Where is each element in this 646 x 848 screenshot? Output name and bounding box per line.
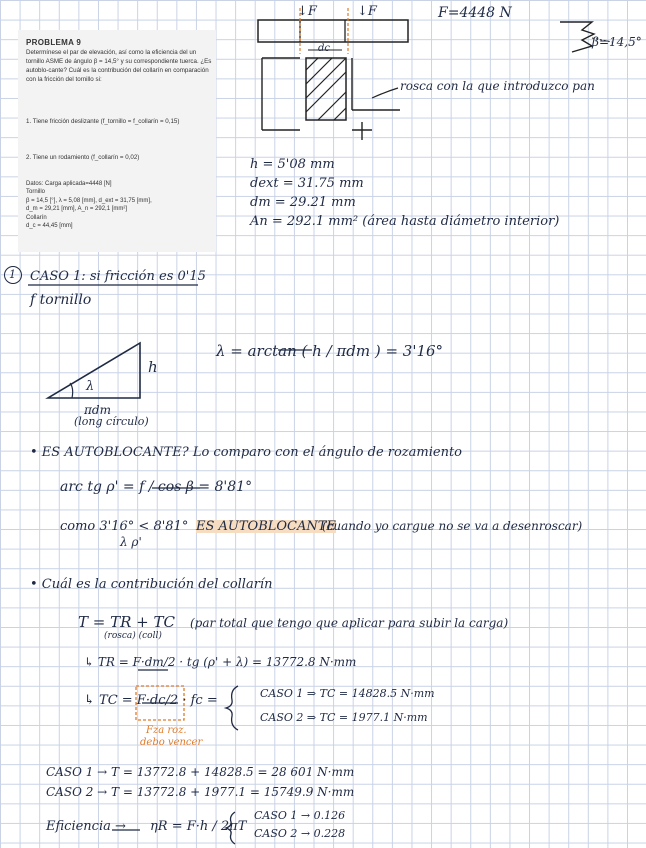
total-caso1: CASO 1 → T = 13772.8 + 14828.5 = 28 601 N·mm <box>46 765 355 779</box>
data-line: Tornillo <box>26 189 46 196</box>
fza-note-2: debo vencer <box>140 737 203 748</box>
triangle-base: πdm <box>84 403 111 417</box>
given-dext: dext = 31.75 mm <box>250 176 364 191</box>
autob-result: ES AUTOBLOCANTE <box>196 519 336 534</box>
data-line: Collarín <box>26 214 47 221</box>
autob-arctg: arc tg ρ' = f / cos β = 8'81° <box>60 479 253 495</box>
eff-label: Eficiencia → <box>46 819 126 834</box>
tc-equation: ↳ TC = F·dc/2 · fc = <box>84 693 218 708</box>
force-value: F=4448 N <box>438 5 512 21</box>
problem-statement: Determínese el par de elevación, así como la eficiencia del un tornillo ASME de ángulo β = 14,5° y su correspondiente tuerca. ¿Es autoblo-cante? Cuál es la contribución del collarín en comparación con la fricción del tornillo si: <box>26 49 212 83</box>
lambda-equation: λ = arctan ( h / πdm ) = 3'16° <box>216 342 444 360</box>
tc-caso1: CASO 1 ⇒ TC = 14828.5 N·mm <box>260 687 435 700</box>
problem-title: PROBLEMA 9 <box>26 38 82 47</box>
data-line: β = 14,5 [°], λ = 5,08 [mm], d_ext = 31,75 [mm], <box>26 197 152 204</box>
beta-label: β=14,5° <box>592 35 642 49</box>
fza-note: Fza roz. <box>146 725 187 736</box>
data-line: Datos: Carga aplicada=4448 [N] <box>26 181 112 187</box>
tc-caso2: CASO 2 ⇒ TC = 1977.1 N·mm <box>260 711 428 724</box>
given-dm: dm = 29.21 mm <box>250 195 356 210</box>
section-number: 1 <box>9 268 16 281</box>
triangle-base-note: (long círculo) <box>74 415 149 428</box>
given-h: h = 5'08 mm <box>250 157 335 172</box>
section-number-circle <box>4 266 22 284</box>
collar-block <box>258 20 408 42</box>
eff-caso2: CASO 2 → 0.228 <box>254 827 346 840</box>
total-torque-sub: (rosca) (coll) <box>104 631 162 641</box>
total-torque-eq: T = TR + TC <box>78 613 175 631</box>
thread-profile <box>560 22 594 52</box>
eff-equation: ηR = F·h / 2πT <box>150 819 247 834</box>
rosca-note: rosca con la que introduzco pan <box>400 79 595 93</box>
total-torque-note: (par total que tengo que aplicar para subir la carga) <box>190 616 509 630</box>
rosca-arrow <box>372 88 398 98</box>
triangle-lambda: λ <box>86 379 95 394</box>
problem-item-1: 1. Tiene fricción deslizante (f_tornillo = f_collarín = 0,15) <box>26 118 180 125</box>
problem-item-2: 2. Tiene un rodamiento (f_collarín = 0,02) <box>26 154 140 161</box>
caso1-heading: CASO 1: si fricción es 0'15 <box>30 269 206 284</box>
data-line: d_m = 29,21 [mm], A_n = 292,1 [mm²] <box>26 206 128 213</box>
force-label-left: ↓F <box>297 4 317 19</box>
autob-result-note: (cuando yo cargue no se va a desenroscar) <box>322 519 583 533</box>
given-an: An = 292.1 mm² (área hasta diámetro interior) <box>250 214 560 229</box>
caso1-sub: f tornillo <box>30 292 92 308</box>
screw-body <box>306 58 346 120</box>
autob-como: como 3'16° < 8'81° <box>60 519 189 534</box>
total-caso2: CASO 2 → T = 13772.8 + 1977.1 = 15749.9 N·mm <box>46 785 355 799</box>
autob-como-sub: λ ρ' <box>120 535 142 549</box>
force-label-right: ↓F <box>357 4 377 19</box>
thread-hatching <box>306 58 346 120</box>
collar-question: • Cuál es la contribución del collarín <box>30 577 273 592</box>
data-line: d_c = 44,45 [mm] <box>26 223 73 230</box>
autob-question: • ES AUTOBLOCANTE? Lo comparo con el ángulo de rozamiento <box>30 445 463 460</box>
tr-equation: ↳ TR = F·dm/2 · tg (ρ' + λ) = 13772.8 N·mm <box>84 655 357 669</box>
eff-caso1: CASO 1 → 0.126 <box>254 809 346 822</box>
dc-label: dc <box>318 43 331 54</box>
triangle-h: h <box>148 358 158 376</box>
